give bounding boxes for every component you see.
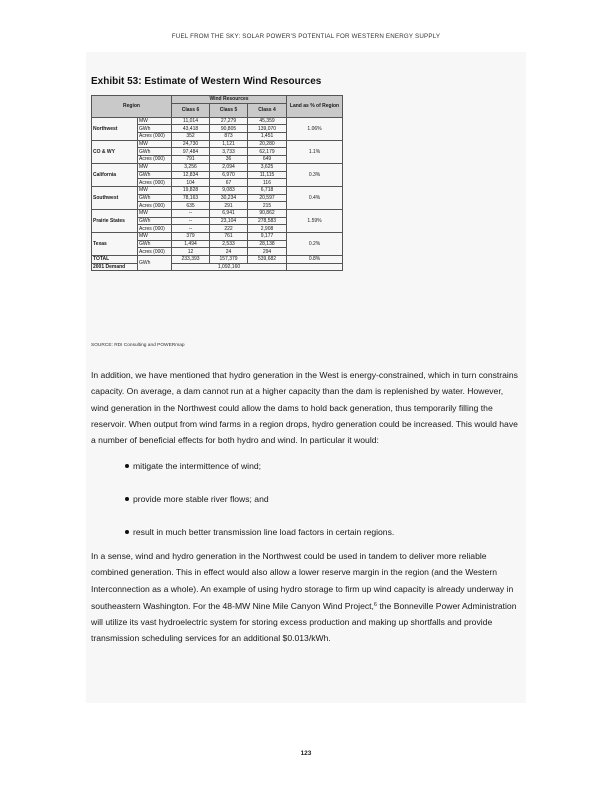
class5-value: 30,234 [210, 194, 248, 202]
paragraph-2-text-a: In a sense, wind and hydro generation in the Northwest could be used in tandem to deliver more reliable combined generation. This in effect would also allow a lower reserve margin in the region (and the Western Interconnection as a whole). An example of using hydro storage to firm up wind capacity is already underway in southeastern Washington. For the 48-MW Nine Mile Canyon Wind Project, [91, 551, 514, 611]
class4-header: Class 4 [248, 103, 287, 117]
table-row [92, 186, 343, 194]
class5-value: 2,094 [210, 163, 248, 171]
bullet-icon [125, 497, 129, 501]
class4-value: 90,862 [248, 209, 287, 217]
class4-value: 62,179 [248, 148, 287, 156]
total-unit: GWh [138, 256, 172, 271]
region-header: Region [92, 96, 172, 118]
class6-value: -- [172, 209, 210, 217]
table-body [92, 117, 343, 271]
unit-cell: Acres (000) [138, 225, 172, 233]
unit-cell: Acres (000) [138, 156, 172, 164]
table-row [92, 209, 343, 217]
paragraph-1: In addition, we have mentioned that hydro generation in the West is energy-constrained, which in turn constrains capacity. On average, a dam cannot run at a higher capacity than the dam is replenished by water. However, wind generation in the Northwest could allow the dams to hold back generation, thus temporarily filling the reservoir. When output from wind farms in a region drops, hydro generation could be increased. This would have a number of beneficial effects for both hydro and wind. In particular it would: [91, 370, 518, 446]
unit-cell: MW [138, 117, 172, 125]
footnote-ref: 6 [373, 601, 377, 608]
class4-value: 11,115 [248, 171, 287, 179]
wind-resources-table [91, 95, 343, 271]
total-land: 0.8% [287, 256, 343, 264]
unit-cell: MW [138, 163, 172, 171]
region-name: Texas [92, 233, 138, 256]
region-name: CO & WY [92, 140, 138, 163]
unit-cell: Acres (000) [138, 179, 172, 187]
class4-value: 6,718 [248, 186, 287, 194]
class6-value: -- [172, 217, 210, 225]
class5-value: 761 [210, 233, 248, 241]
class5-value: 291 [210, 202, 248, 210]
unit-cell: MW [138, 233, 172, 241]
class6-value: 24,730 [172, 140, 210, 148]
class5-value: 6,941 [210, 209, 248, 217]
class4-value: 9,177 [248, 233, 287, 241]
class4-value: 294 [248, 248, 287, 256]
class4-value: 139,070 [248, 125, 287, 133]
running-head: FUEL FROM THE SKY: SOLAR POWER'S POTENTIAL FOR WESTERN ENERGY SUPPLY [171, 33, 441, 40]
class5-value: 9,083 [210, 186, 248, 194]
class5-value: 24 [210, 248, 248, 256]
bullet-text: mitigate the intermittence of wind; [133, 461, 262, 471]
class4-value: 116 [248, 179, 287, 187]
paragraph-2-text-b: the Bonneville Power Administration will utilize its vast hydroelectric system for storing excess production and making up shortfalls and provide transmission scheduling services for an additional $0.013/kWh. [91, 600, 517, 644]
class5-value: 2,533 [210, 240, 248, 248]
region-name: Southwest [92, 186, 138, 209]
class6-value: 78,163 [172, 194, 210, 202]
total-class5: 157,379 [210, 256, 248, 264]
class6-value: 12,834 [172, 171, 210, 179]
land-percent: 0.2% [287, 233, 343, 256]
bullet-icon [125, 530, 129, 534]
list-item [125, 461, 261, 471]
class4-value: 45,359 [248, 117, 287, 125]
table-row [92, 233, 343, 241]
unit-cell: GWh [138, 240, 172, 248]
land-percent: 0.4% [287, 186, 343, 209]
unit-cell: Acres (000) [138, 202, 172, 210]
class4-value: 278,583 [248, 217, 287, 225]
total-class6: 233,393 [172, 256, 210, 264]
unit-cell: GWh [138, 125, 172, 133]
class5-value: 23,104 [210, 217, 248, 225]
land-percent: 0.3% [287, 163, 343, 186]
class5-value: 222 [210, 225, 248, 233]
unit-cell: GWh [138, 171, 172, 179]
total-label: TOTAL [92, 256, 138, 264]
demand-land-empty [287, 263, 343, 271]
class5-value: 873 [210, 133, 248, 141]
class6-value: 43,418 [172, 125, 210, 133]
region-name: California [92, 163, 138, 186]
table-row [92, 163, 343, 171]
class5-value: 6,970 [210, 171, 248, 179]
class6-value: -- [172, 225, 210, 233]
unit-cell: MW [138, 209, 172, 217]
table-row [92, 140, 343, 148]
class6-value: 3,256 [172, 163, 210, 171]
class6-value: 19,828 [172, 186, 210, 194]
unit-cell: MW [138, 186, 172, 194]
land-header: Land as % of Region [287, 96, 343, 118]
class4-value: 28,138 [248, 240, 287, 248]
wind-resources-header: Wind Resources [172, 96, 287, 104]
demand-label: 2001 Demand [92, 263, 138, 271]
list-item [125, 527, 394, 537]
land-percent: 1.59% [287, 209, 343, 232]
class6-value: 379 [172, 233, 210, 241]
class5-value: 67 [210, 179, 248, 187]
region-name: Northwest [92, 117, 138, 140]
table-row [92, 117, 343, 125]
list-item [125, 494, 269, 504]
class6-header: Class 6 [172, 103, 210, 117]
class5-value: 27,279 [210, 117, 248, 125]
class6-value: 104 [172, 179, 210, 187]
class4-value: 20,597 [248, 194, 287, 202]
class5-value: 3,733 [210, 148, 248, 156]
class4-value: 2,908 [248, 225, 287, 233]
class6-value: 11,014 [172, 117, 210, 125]
class5-value: 1,121 [210, 140, 248, 148]
class4-value: 20,280 [248, 140, 287, 148]
page-number: 123 [300, 750, 312, 757]
demand-value: 1,092,160 [172, 263, 287, 271]
unit-cell: GWh [138, 194, 172, 202]
bullet-text: provide more stable river flows; and [133, 494, 269, 504]
bullet-text: result in much better transmission line load factors in certain regions. [133, 527, 395, 537]
class6-value: 1,494 [172, 240, 210, 248]
land-percent: 1.06% [287, 117, 343, 140]
unit-cell: Acres (000) [138, 133, 172, 141]
class6-value: 791 [172, 156, 210, 164]
class5-value: 36 [210, 156, 248, 164]
region-name: Prairie States [92, 209, 138, 232]
unit-cell: MW [138, 140, 172, 148]
unit-cell: Acres (000) [138, 248, 172, 256]
unit-cell: GWh [138, 217, 172, 225]
class4-value: 215 [248, 202, 287, 210]
class6-value: 352 [172, 133, 210, 141]
demand-row [92, 263, 343, 271]
exhibit-title: Exhibit 53: Estimate of Western Wind Resources [91, 76, 322, 87]
class4-value: 1,451 [248, 133, 287, 141]
class5-header: Class 5 [210, 103, 248, 117]
class5-value: 90,805 [210, 125, 248, 133]
source-note: SOURCE: RDI Consulting and POWERmap [91, 343, 185, 348]
class6-value: 12 [172, 248, 210, 256]
total-class4: 539,682 [248, 256, 287, 264]
paragraph-2 [91, 548, 523, 647]
bullet-icon [125, 464, 129, 468]
class6-value: 97,484 [172, 148, 210, 156]
land-percent: 1.1% [287, 140, 343, 163]
class4-value: 3,625 [248, 163, 287, 171]
total-row [92, 256, 343, 264]
class4-value: 649 [248, 156, 287, 164]
unit-cell: GWh [138, 148, 172, 156]
class6-value: 635 [172, 202, 210, 210]
